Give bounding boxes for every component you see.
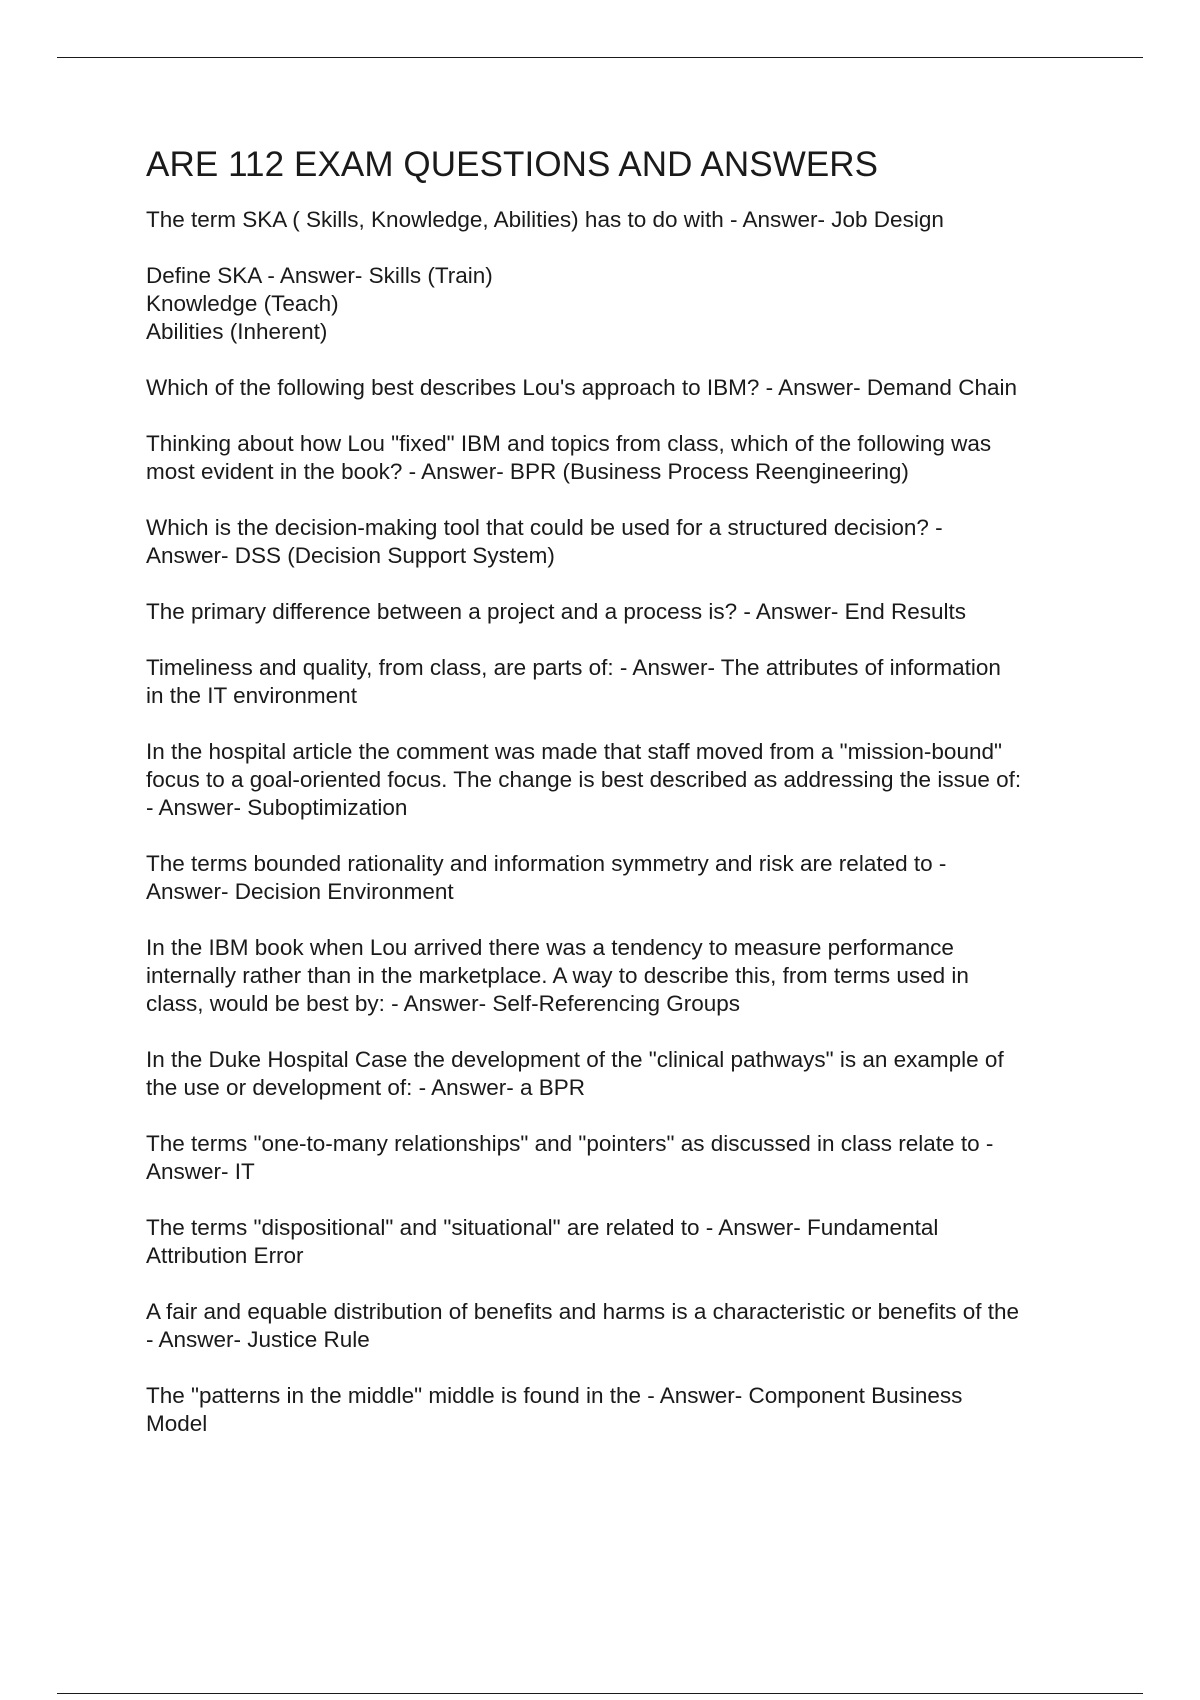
qa-list xyxy=(146,206,1106,1438)
qa-item-12: The terms "one-to-many relationships" and "pointers" as discussed in class relate to - Answer- IT xyxy=(146,1131,994,1184)
qa-item-8: In the hospital article the comment was made that staff moved from a "mission-bound" focus to a goal-oriented focus. The change is best described as addressing the issue of: - Answer- Suboptimization xyxy=(146,739,1022,820)
qa-item-5: Which is the decision-making tool that could be used for a structured decision? - Answer- DSS (Decision Support System) xyxy=(146,515,943,568)
qa-item-4: Thinking about how Lou "fixed" IBM and topics from class, which of the following was most evident in the book? - Answer- BPR (Business Process Reengineering) xyxy=(146,431,992,484)
qa-item-9: The terms bounded rationality and information symmetry and risk are related to - Answer- Decision Environment xyxy=(146,851,947,904)
document-title: ARE 112 EXAM QUESTIONS AND ANSWERS xyxy=(146,145,879,184)
qa-item-10: In the IBM book when Lou arrived there was a tendency to measure performance internally rather than in the marketplace. A way to describe this, from terms used in class, would be best by: - Answer- Self-Referencing Groups xyxy=(146,935,969,1016)
qa-item-7: Timeliness and quality, from class, are parts of: - Answer- The attributes of information in the IT environment xyxy=(146,655,1001,708)
top-rule xyxy=(57,57,1143,58)
qa-item-15: The "patterns in the middle" middle is found in the - Answer- Component Business Model xyxy=(146,1383,963,1436)
qa-item-1: The term SKA ( Skills, Knowledge, Abilities) has to do with - Answer- Job Design xyxy=(146,207,944,232)
qa-item-13: The terms "dispositional" and "situational" are related to - Answer- Fundamental Attribution Error xyxy=(146,1215,939,1268)
qa-item-2: Define SKA - Answer- Skills (Train) Knowledge (Teach) Abilities (Inherent) xyxy=(146,263,493,344)
qa-item-11: In the Duke Hospital Case the development of the "clinical pathways" is an example of the use or development of: - Answer- a BPR xyxy=(146,1047,1004,1100)
qa-item-3: Which of the following best describes Lou's approach to IBM? - Answer- Demand Chain xyxy=(146,375,1017,400)
bottom-rule xyxy=(57,1693,1143,1694)
document-body xyxy=(146,142,1106,1466)
qa-item-6: The primary difference between a project and a process is? - Answer- End Results xyxy=(146,599,966,624)
qa-item-14: A fair and equable distribution of benefits and harms is a characteristic or benefits of the - Answer- Justice Rule xyxy=(146,1299,1019,1352)
